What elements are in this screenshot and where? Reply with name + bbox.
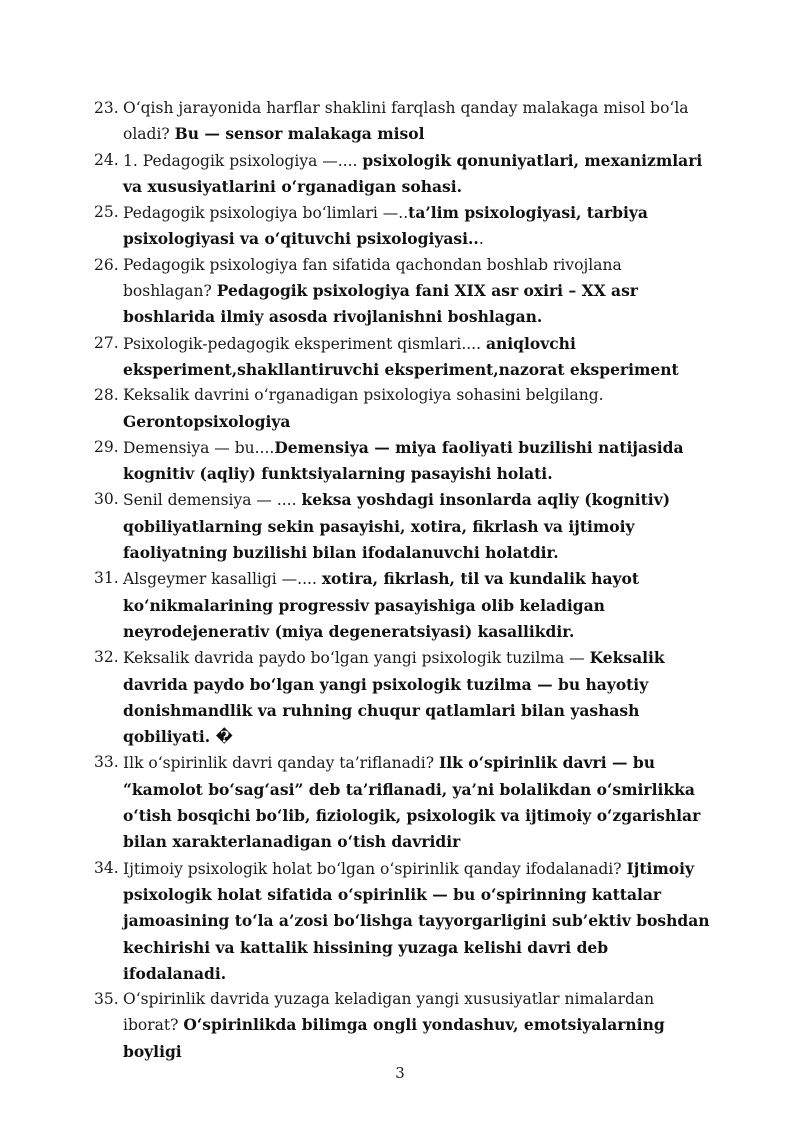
list-item bbox=[94, 487, 714, 566]
question-text: Keksalik davrida paydo bo‘lgan yangi psixologik tuzilma — bbox=[123, 649, 590, 668]
question-text: 1. Pedagogik psixologiya —.... bbox=[123, 151, 363, 170]
list-item bbox=[94, 96, 714, 148]
item-number: 31. bbox=[94, 569, 119, 588]
item-text bbox=[123, 331, 714, 384]
answer-text: Keksalik davrida paydo bo‘lgan yangi psixologik tuzilma — bu hayotiy donishmandlik va ruhning chuqur qatlamlari bilan yashash qobiliyati. � bbox=[123, 648, 665, 747]
item-number: 24. bbox=[94, 150, 119, 169]
list-item bbox=[94, 148, 714, 201]
item-text bbox=[123, 253, 714, 331]
list-item bbox=[94, 856, 714, 987]
answer-text: Bu — sensor malakaga misol bbox=[174, 124, 425, 144]
answer-text: O‘spirinlikda bilimga ongli yondashuv, emotsiyalarning boyligi bbox=[123, 1015, 665, 1061]
question-text: Psixologik-pedagogik eksperiment qismlari.... bbox=[123, 334, 486, 353]
question-text: Ilk o‘spirinlik davri qanday ta’riflanadi? bbox=[123, 754, 439, 773]
answer-text: Gerontopsixologiya bbox=[123, 411, 291, 431]
item-text bbox=[123, 856, 714, 987]
question-text: Keksalik davrini o‘rganadigan psixologiya sohasini belgilang. bbox=[123, 386, 604, 405]
item-text bbox=[123, 435, 714, 488]
question-text: Pedagogik psixologiya bo‘limlari —.. bbox=[123, 204, 409, 223]
item-number: 23. bbox=[94, 99, 119, 117]
list-item bbox=[94, 253, 714, 331]
list-item bbox=[94, 566, 714, 645]
item-text bbox=[123, 487, 714, 566]
item-text bbox=[123, 383, 714, 435]
list-item bbox=[94, 987, 714, 1065]
list-item bbox=[94, 435, 714, 488]
page-number: 3 bbox=[395, 1064, 405, 1082]
answer-text: ta’lim psixologiyasi, tarbiya psixologiyasi va o‘qituvchi psixologiyasi.. bbox=[123, 203, 648, 249]
question-text: Alsgeymer kasalligi —.... bbox=[123, 570, 322, 589]
question-text: Demensiya — bu.... bbox=[123, 438, 275, 457]
list-item bbox=[94, 200, 714, 253]
trailing-text: . bbox=[478, 230, 484, 249]
item-number: 32. bbox=[94, 648, 119, 667]
answer-text: xotira, fikrlash, til va kundalik hayot ko‘nikmalarining progressiv pasayishiga olib keladigan neyrodejenerativ (miya degeneratsiyasi) kasallikdir. bbox=[123, 569, 640, 641]
item-text bbox=[123, 750, 714, 855]
item-text bbox=[123, 96, 714, 148]
answer-text: keksa yoshdagi insonlarda aqliy (kognitiv) qobiliyatlarning sekin pasayishi, xotira, fikrlash va ijtimoiy faoliyatning buzilishi bilan ifodalanuvchi holatdir. bbox=[123, 490, 671, 563]
item-text bbox=[123, 566, 714, 645]
question-text: O‘qish jarayonida harflar shaklini farqlash qanday malakaga misol bo‘la oladi? bbox=[123, 99, 689, 144]
answer-text: aniqlovchi eksperiment,shakllantiruvchi eksperiment,nazorat eksperiment bbox=[123, 333, 679, 379]
item-number: 33. bbox=[94, 753, 119, 772]
item-number: 27. bbox=[94, 333, 119, 352]
item-number: 35. bbox=[94, 990, 119, 1009]
answer-text: Ijtimoiy psixologik holat sifatida o‘spirinlik — bu o‘spirinning kattalar jamoasining to‘la a’zosi bo‘lishga tayyorgarligini sub’ektiv boshdan kechirishi va kattalik hissining yuzaga kelishi davri deb ifodalanadi. bbox=[123, 858, 710, 983]
list-item bbox=[94, 645, 714, 750]
item-text bbox=[123, 200, 714, 253]
item-text bbox=[123, 987, 714, 1065]
answer-text: Ilk o‘spirinlik davri — bu “kamolot bo‘sag‘asi” deb ta’riflanadi, ya’ni bolalikdan o‘smirlikka o‘tish bosqichi bo‘lib, fiziologik, psixologik va ijtimoiy o‘zgarishlar bilan xarakterlanadigan o‘tish davridir bbox=[123, 753, 701, 852]
list-item bbox=[94, 750, 714, 855]
item-number: 28. bbox=[94, 386, 119, 405]
list-item bbox=[94, 383, 714, 435]
answer-text: Pedagogik psixologiya fani XIX asr oxiri – XX asr boshlarida ilmiy asosda rivojlanishni boshlagan. bbox=[123, 281, 638, 327]
item-number: 34. bbox=[94, 858, 119, 877]
item-text bbox=[123, 148, 714, 201]
question-text: Ijtimoiy psixologik holat bo‘lgan o‘spirinlik qanday ifodalanadi? bbox=[123, 859, 627, 878]
item-text bbox=[123, 645, 714, 750]
answer-text: psixologik qonuniyatlari, mexanizmlari va xususiyatlarini o‘rganadigan sohasi. bbox=[123, 150, 703, 196]
item-number: 26. bbox=[94, 255, 119, 274]
question-text: Pedagogik psixologiya fan sifatida qachondan boshlab rivojlana boshlagan? bbox=[123, 255, 622, 301]
item-number: 29. bbox=[94, 437, 119, 456]
answer-text: Demensiya — miya faoliyati buzilishi natijasida kognitiv (aqliy) funktsiyalarning pasayishi holati. bbox=[123, 437, 684, 484]
question-list bbox=[94, 96, 714, 1065]
question-text: O‘spirinlik davrida yuzaga keladigan yangi xususiyatlar nimalardan iborat? bbox=[123, 990, 655, 1035]
question-text: Senil demensiya — .... bbox=[123, 491, 302, 510]
item-number: 30. bbox=[94, 490, 119, 509]
list-item bbox=[94, 331, 714, 384]
item-number: 25. bbox=[94, 203, 119, 222]
